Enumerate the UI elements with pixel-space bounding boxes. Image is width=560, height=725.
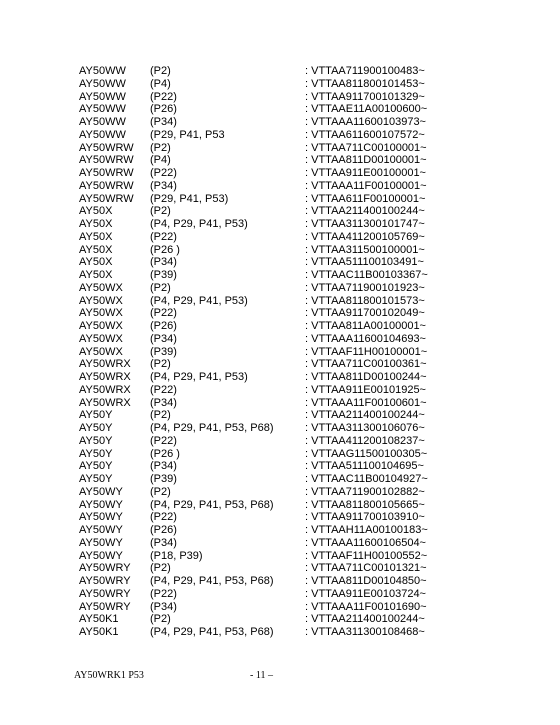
model-name: AY50Y — [79, 409, 113, 422]
list-item — [79, 91, 539, 104]
serial-number: : VTTAA911700103910~ — [305, 511, 425, 524]
model-name: AY50WX — [79, 320, 123, 332]
serial-number: : VTTAA911700102049~ — [305, 307, 425, 320]
part-references: (P29, P41, P53 — [150, 128, 225, 141]
serial-number: : VTTAA711900101923~ — [305, 281, 425, 294]
list-item — [79, 269, 539, 282]
list-item — [79, 295, 539, 308]
model-name: AY50K1 — [79, 613, 119, 626]
part-references: (P34) — [150, 460, 177, 473]
list-item — [79, 346, 539, 359]
model-name: AY50WRX — [79, 371, 131, 383]
part-references: (P4, P29, P41, P53, P68) — [150, 422, 274, 434]
model-name: AY50WRW — [79, 141, 134, 154]
model-name: AY50Y — [79, 434, 113, 447]
serial-number: : VTTAAA11600106504~ — [305, 536, 426, 549]
model-name: AY50WX — [79, 332, 123, 345]
list-item — [79, 333, 539, 346]
list-item — [79, 142, 539, 155]
serial-number: : VTTAA511100103491~ — [305, 256, 424, 269]
list-item — [79, 307, 539, 320]
model-name: AY50WRW — [79, 167, 134, 179]
list-item — [79, 511, 539, 524]
model-name: AY50WW — [79, 77, 126, 90]
model-name: AY50Y — [79, 460, 113, 473]
part-references: (P22) — [150, 167, 177, 179]
list-item — [79, 460, 539, 473]
serial-number: : VTTAAF11H00100001~ — [305, 345, 428, 358]
part-references: (P34) — [150, 536, 177, 549]
serial-number: : VTTAA711C00100001~ — [305, 141, 427, 154]
list-item — [79, 320, 539, 333]
model-name: AY50WX — [79, 281, 123, 294]
serial-number: : VTTAA811800101573~ — [305, 294, 425, 307]
part-references: (P39) — [150, 345, 177, 358]
model-name: AY50WY — [79, 536, 123, 549]
serial-number: : VTTAA811D00100244~ — [305, 371, 427, 383]
model-name: AY50X — [79, 218, 113, 230]
list-item — [79, 435, 539, 448]
model-name: AY50WRY — [79, 587, 131, 600]
part-references: (P2) — [150, 358, 171, 371]
part-references: (P22) — [150, 434, 177, 447]
serial-number: : VTTAAA11600104693~ — [305, 332, 426, 345]
list-item — [79, 231, 539, 244]
list-item — [79, 384, 539, 397]
serial-number: : VTTAA811800101453~ — [305, 77, 425, 90]
serial-number: : VTTAA711C00100361~ — [305, 358, 427, 371]
part-references: (P34) — [150, 600, 177, 613]
list-item — [79, 550, 539, 563]
model-name: AY50WRY — [79, 600, 131, 613]
list-item — [79, 358, 539, 371]
list-item — [79, 193, 539, 206]
part-references: (P22) — [150, 383, 177, 396]
model-name: AY50X — [79, 230, 113, 243]
list-item — [79, 601, 539, 614]
part-references: (P34) — [150, 396, 177, 409]
part-references: (P26) — [150, 103, 177, 116]
document-id: AY50WRK1 P53 — [74, 670, 144, 681]
serial-number: : VTTAA611600107572~ — [305, 128, 425, 141]
model-name: AY50WY — [79, 485, 123, 498]
serial-number: : VTTAA711900100483~ — [305, 65, 425, 77]
serial-number: : VTTAA211400100244~ — [305, 409, 425, 422]
part-references: (P34) — [150, 179, 177, 192]
part-references: (P34) — [150, 332, 177, 345]
part-references: (P4, P29, P41, P53, P68) — [150, 626, 274, 638]
list-item — [79, 397, 539, 410]
model-name: AY50X — [79, 269, 113, 281]
model-name: AY50WRX — [79, 358, 131, 371]
model-name: AY50WRW — [79, 154, 134, 167]
list-item — [79, 448, 539, 461]
serial-number: : VTTAA811A00100001~ — [305, 320, 426, 332]
part-references: (P4, P29, P41, P53) — [150, 294, 248, 307]
serial-number: : VTTAA311300101747~ — [305, 218, 425, 230]
serial-number: : VTTAAC11B00103367~ — [305, 269, 428, 281]
list-item — [79, 180, 539, 193]
part-references: (P2) — [150, 485, 171, 498]
list-item — [79, 537, 539, 550]
list-item — [79, 371, 539, 384]
model-name: AY50WW — [79, 128, 126, 141]
serial-number: : VTTAAG11500100305~ — [305, 447, 428, 460]
serial-number: : VTTAAA11600103973~ — [305, 116, 426, 128]
serial-number: : VTTAA711900102882~ — [305, 485, 425, 498]
list-item — [79, 116, 539, 129]
part-references: (P39) — [150, 473, 177, 485]
part-references: (P2) — [150, 141, 171, 154]
serial-number: : VTTAA811D00100001~ — [305, 154, 427, 167]
model-name: AY50WRX — [79, 396, 131, 409]
model-name: AY50WX — [79, 307, 123, 320]
model-name: AY50WRX — [79, 383, 131, 396]
model-name: AY50WW — [79, 103, 126, 116]
serial-number: : VTTAA511100104695~ — [305, 460, 424, 473]
serial-number: : VTTAA911700101329~ — [305, 90, 425, 103]
part-references: (P22) — [150, 511, 177, 524]
part-references: (P34) — [150, 116, 177, 128]
serial-number: : VTTAA311300108468~ — [305, 626, 425, 638]
serial-number: : VTTAA911E00101925~ — [305, 383, 426, 396]
model-name: AY50WY — [79, 549, 123, 562]
serial-number: : VTTAA911E00100001~ — [305, 167, 426, 179]
list-item — [79, 613, 539, 626]
model-name: AY50WY — [79, 524, 123, 536]
part-references: (P4, P29, P41, P53, P68) — [150, 575, 274, 587]
list-item — [79, 205, 539, 218]
list-item — [79, 218, 539, 231]
list-item — [79, 575, 539, 588]
model-name: AY50Y — [79, 422, 113, 434]
list-item — [79, 282, 539, 295]
model-name: AY50K1 — [79, 626, 119, 638]
part-references: (P39) — [150, 269, 177, 281]
list-item — [79, 244, 539, 257]
part-references: (P2) — [150, 613, 171, 626]
part-references: (P2) — [150, 205, 171, 218]
serial-number: : VTTAA811D00104850~ — [305, 575, 427, 587]
serial-number: : VTTAAF11H00100552~ — [305, 549, 428, 562]
serial-number: : VTTAAE11A00100600~ — [305, 103, 428, 116]
serial-number-list — [79, 65, 539, 639]
part-references: (P22) — [150, 230, 177, 243]
list-item — [79, 486, 539, 499]
list-item — [79, 409, 539, 422]
list-item — [79, 626, 539, 639]
part-references: (P22) — [150, 587, 177, 600]
serial-number: : VTTAA311300106076~ — [305, 422, 425, 434]
list-item — [79, 65, 539, 78]
part-references: (P26) — [150, 320, 177, 332]
serial-number: : VTTAA411200108237~ — [305, 434, 425, 447]
list-item — [79, 78, 539, 91]
part-references: (P34) — [150, 256, 177, 269]
model-name: AY50WRW — [79, 179, 134, 192]
serial-number: : VTTAAH11A00100183~ — [305, 524, 428, 536]
part-references: (P4) — [150, 154, 171, 167]
serial-number: : VTTAA311500100001~ — [305, 243, 425, 256]
page-number: - 11 – — [250, 670, 273, 681]
serial-number: : VTTAAC11B00104927~ — [305, 473, 428, 485]
part-references: (P26) — [150, 524, 177, 536]
model-name: AY50Y — [79, 447, 113, 460]
part-references: (P4, P29, P41, P53) — [150, 218, 248, 230]
serial-number: : VTTAA611F00100001~ — [305, 192, 426, 205]
model-name: AY50WRY — [79, 562, 131, 575]
part-references: (P2) — [150, 65, 171, 77]
model-name: AY50WW — [79, 65, 126, 77]
list-item — [79, 103, 539, 116]
model-name: AY50WX — [79, 345, 123, 358]
list-item — [79, 167, 539, 180]
serial-number: : VTTAA211400100244~ — [305, 613, 425, 626]
serial-number: : VTTAAA11F00100001~ — [305, 179, 427, 192]
serial-number: : VTTAA911E00103724~ — [305, 587, 426, 600]
model-name: AY50X — [79, 256, 113, 269]
serial-number: : VTTAA811800105665~ — [305, 498, 425, 511]
part-references: (P26 ) — [150, 243, 180, 256]
list-item — [79, 588, 539, 601]
part-references: (P2) — [150, 281, 171, 294]
model-name: AY50WRY — [79, 575, 131, 587]
list-item — [79, 129, 539, 142]
list-item — [79, 256, 539, 269]
model-name: AY50WY — [79, 511, 123, 524]
serial-number: : VTTAA411200105769~ — [305, 230, 425, 243]
part-references: (P2) — [150, 562, 171, 575]
list-item — [79, 422, 539, 435]
model-name: AY50WRW — [79, 192, 134, 205]
list-item — [79, 499, 539, 512]
part-references: (P4, P29, P41, P53) — [150, 371, 248, 383]
model-name: AY50X — [79, 205, 113, 218]
model-name: AY50WW — [79, 90, 126, 103]
model-name: AY50Y — [79, 473, 113, 485]
part-references: (P29, P41, P53) — [150, 192, 229, 205]
serial-number: : VTTAAA11F00100601~ — [305, 396, 427, 409]
serial-number: : VTTAA211400100244~ — [305, 205, 425, 218]
part-references: (P22) — [150, 307, 177, 320]
part-references: (P22) — [150, 90, 177, 103]
part-references: (P26 ) — [150, 447, 180, 460]
list-item — [79, 154, 539, 167]
model-name: AY50X — [79, 243, 113, 256]
list-item — [79, 473, 539, 486]
model-name: AY50WX — [79, 294, 123, 307]
list-item — [79, 562, 539, 575]
model-name: AY50WW — [79, 116, 126, 128]
part-references: (P4) — [150, 77, 171, 90]
part-references: (P2) — [150, 409, 171, 422]
part-references: (P4, P29, P41, P53, P68) — [150, 498, 274, 511]
serial-number: : VTTAA711C00101321~ — [305, 562, 427, 575]
model-name: AY50WY — [79, 498, 123, 511]
serial-number: : VTTAAA11F00101690~ — [305, 600, 427, 613]
part-references: (P18, P39) — [150, 549, 203, 562]
list-item — [79, 524, 539, 537]
